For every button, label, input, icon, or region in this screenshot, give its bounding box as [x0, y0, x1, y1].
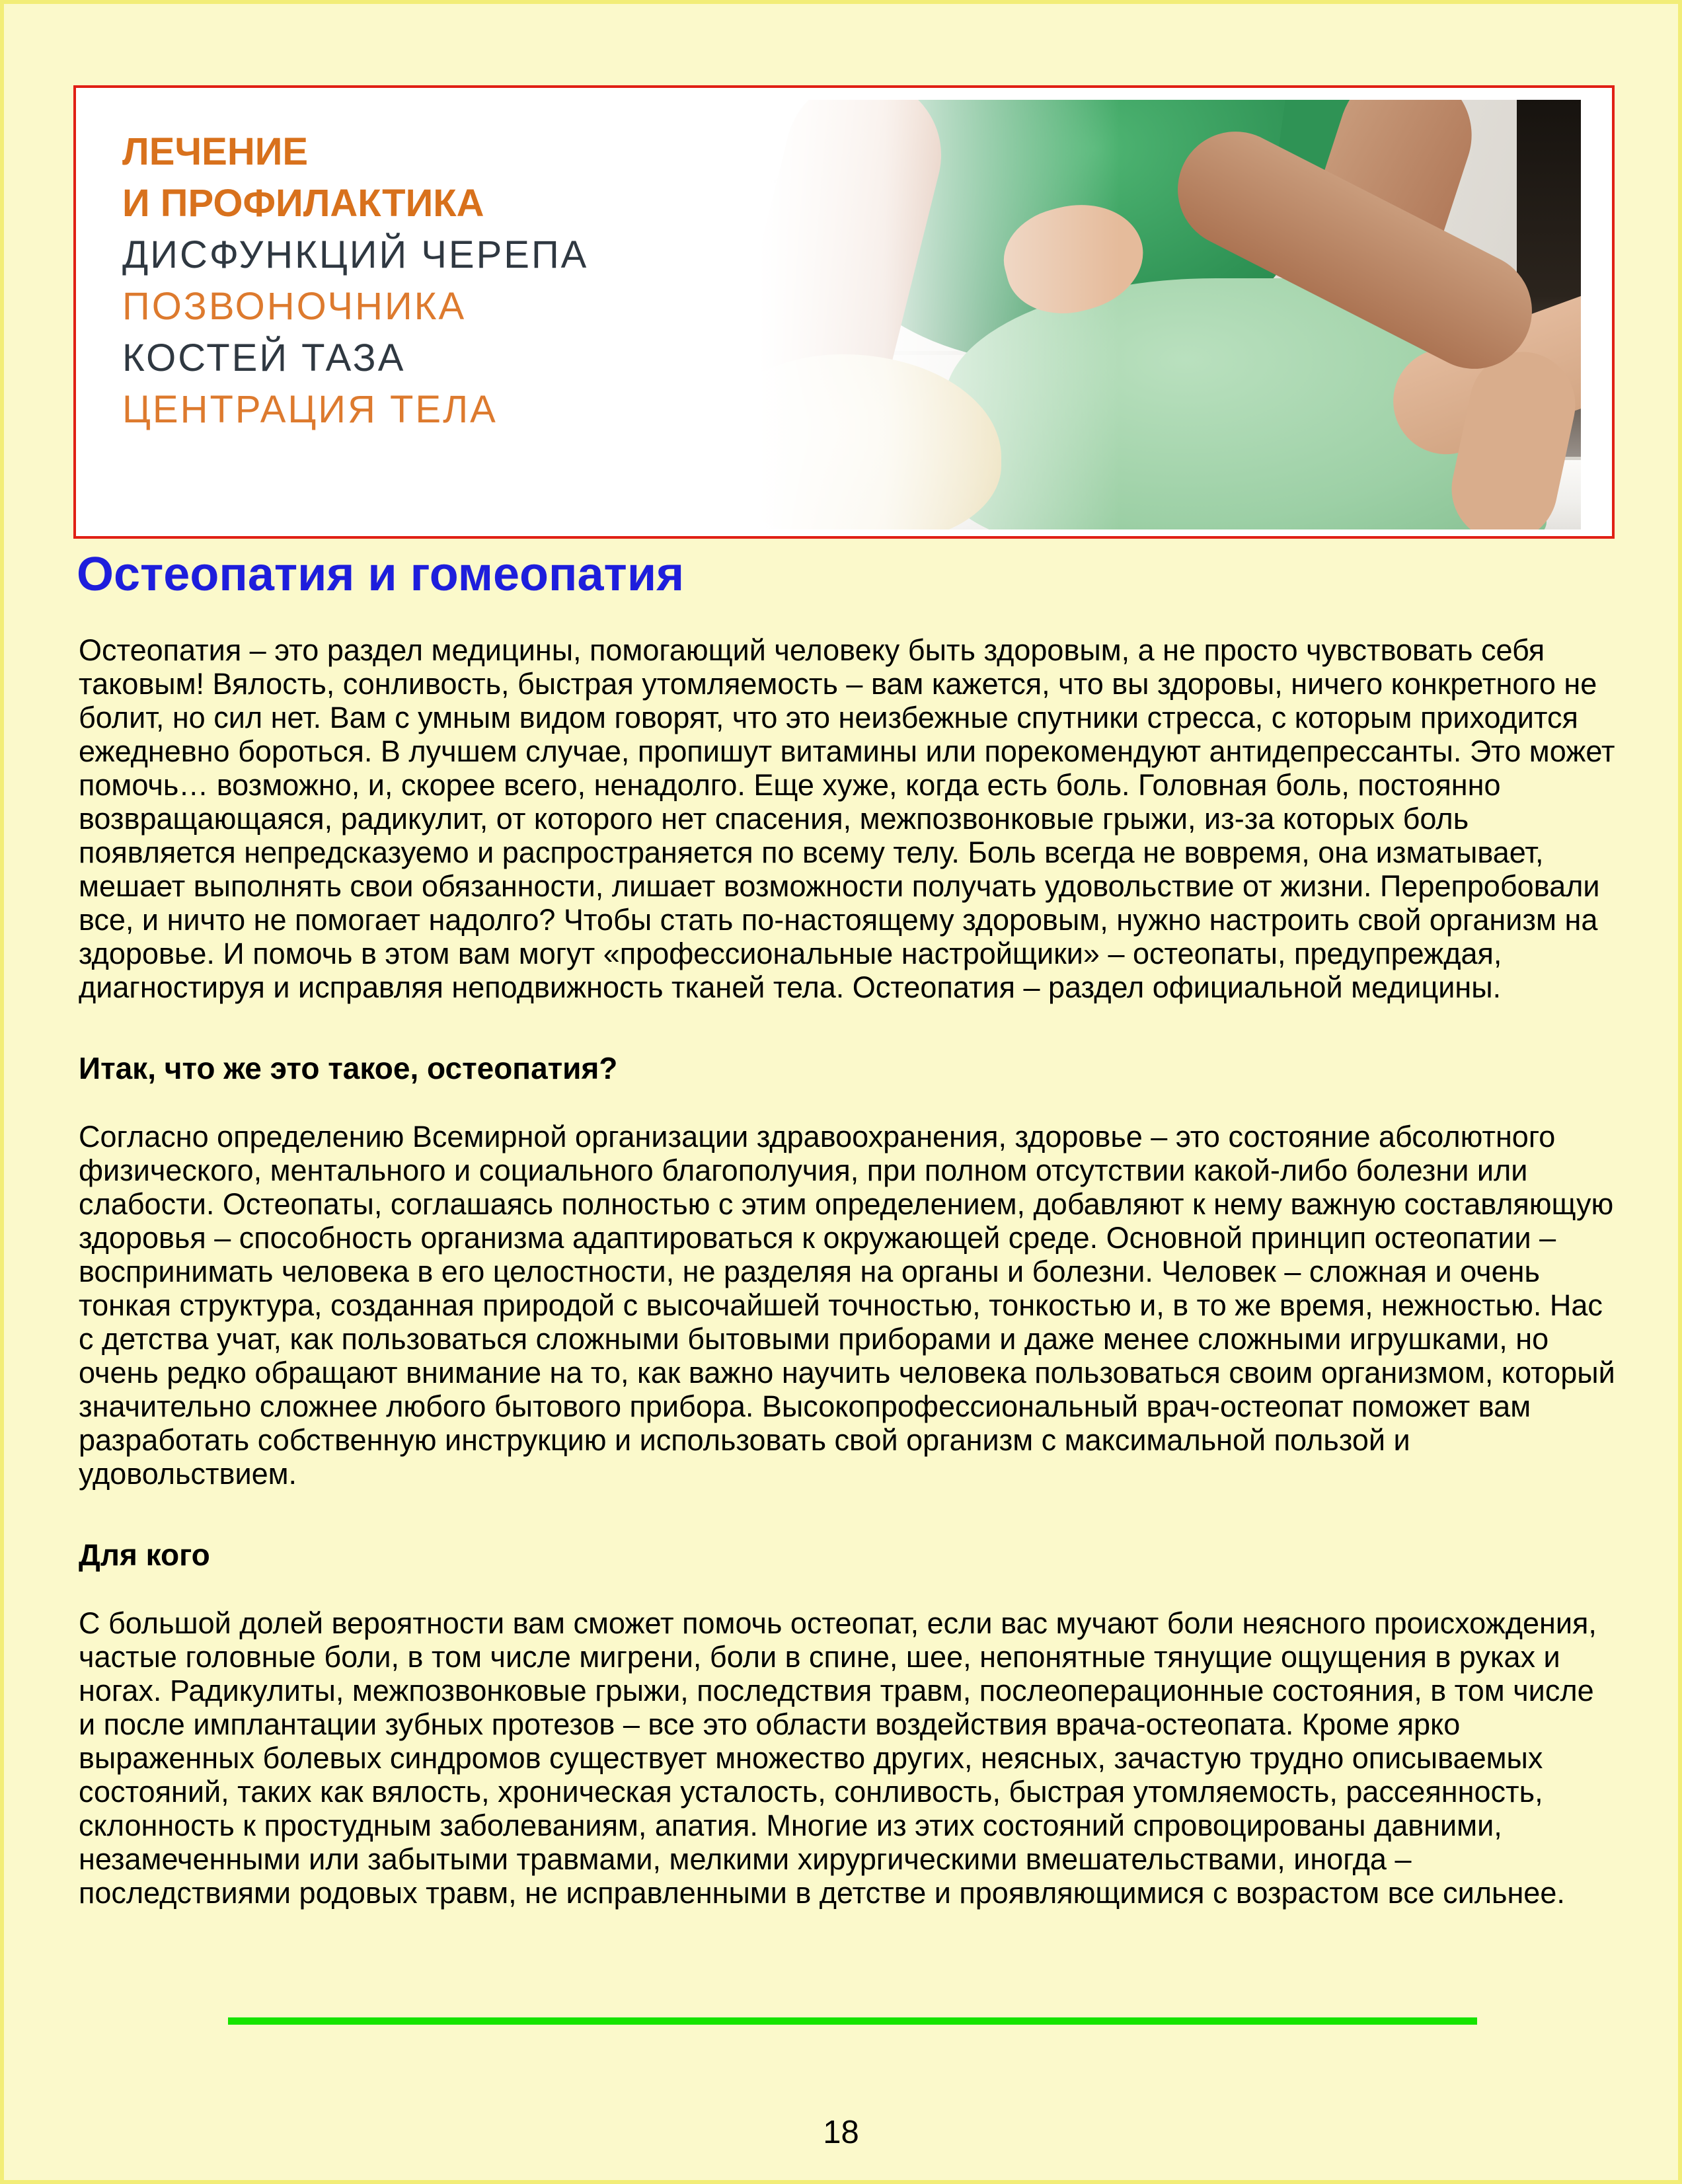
banner-line-treatment: ЛЕЧЕНИЕ — [122, 130, 309, 173]
section-heading-what-is-osteopathy: Итак, что же это такое, остеопатия? — [79, 1051, 618, 1085]
section-heading-for-whom: Для кого — [79, 1538, 210, 1572]
intro-paragraph: Остеопатия – это раздел медицины, помогающий человеку быть здоровым, а не просто чувствовать себя таковым! Вялость, сонливость, быстрая утомляемость – вам кажется, что вы здоровы, ничего конкретного не болит, но сил нет. Вам с умным видом говорят, что это неизбежные спутники стресса, с которым приходится ежедневно бороться. В лучшем случае, пропишут витамины или порекомендуют антидепрессанты. Это может помочь… возможно, и, скорее всего, ненадолго. Еще хуже, когда есть боль. Головная боль, постоянно возвращающаяся, радикулит, от которого нет спасения, межпозвонковые грыжи, из-за которых боль появляется непредсказуемо и распространяется по всему телу. Боль всегда не вовремя, она изматывает, мешает выполнять свои обязанности, лишает возможности получать удовольствие от жизни. Перепробовали все, и ничто не помогает надолго? Чтобы стать по-настоящему здоровым, нужно настроить свой организм на здоровье. И помочь в этом вам могут «профессиональные настройщики» – остеопаты, предупреждая, диагностируя и исправляя неподвижность тканей тела. Остеопатия – раздел официальной медицины. — [79, 633, 1615, 1004]
treatment-photo — [727, 100, 1581, 529]
banner-line-pelvic-bones: КОСТЕЙ ТАЗА — [122, 336, 406, 379]
what-is-osteopathy-paragraph: Согласно определению Всемирной организации здравоохранения, здоровье – это состояние абсолютного физического, ментального и социального благополучия, при полном отсутствии какой-либо болезни или слабости. Остеопаты, соглашаясь полностью с этим определением, добавляют к нему важную составляющую здоровья – способность организма адаптироваться к окружающей среде. Основной принцип остеопатии – воспринимать человека в его целостности, не разделяя на органы и болезни. Человек – сложная и очень тонкая структура, созданная природой с высочайшей точностью, тонкостью и, в то же время, нежностью. Нас с детства учат, как пользоваться сложными бытовыми приборами и даже менее сложными игрушками, но очень редко обращают внимание на то, как важно научить человека пользоваться своим организмом, который значительно сложнее любого бытового прибора. Высокопрофессиональный врач-остеопат поможет вам разработать собственную инструкцию и использовать свой организм с максимальной пользой и удовольствием. — [79, 1120, 1615, 1491]
banner-line-body-centering: ЦЕНТРАЦИЯ ТЕЛА — [122, 388, 498, 431]
banner-line-skull-dysfunctions: ДИСФУНКЦИЙ ЧЕРЕПА — [122, 233, 589, 276]
banner-text-block — [122, 126, 588, 436]
green-divider — [228, 2017, 1477, 2025]
page-number: 18 — [823, 2115, 859, 2150]
photo-left-fade — [727, 100, 1120, 529]
for-whom-paragraph: С большой долей вероятности вам сможет помочь остеопат, если вас мучают боли неясного происхождения, частые головные боли, в том числе мигрени, боли в спине, шее, непонятные тянущие ощущения в руках и ногах. Радикулиты, межпозвонковые грыжи, последствия травм, послеоперационные состояния, в том числе и после имплантации зубных протезов – все это области воздействия врача-остеопата. Кроме ярко выраженных болевых синдромов существует множество других, неясных, зачастую трудно описываемых состояний, таких как вялость, хроническая усталость, сонливость, быстрая утомляемость, рассеянность, склонность к простудным заболеваниям, апатия. Многие из этих состояний спровоцированы давними, незамеченными или забытыми травмами, мелкими хирургическими вмешательствами, иногда – последствиями родовых травм, не исправленными в детстве и проявляющимися с возрастом все сильнее. — [79, 1606, 1597, 1910]
header-banner — [73, 85, 1615, 539]
article-body — [79, 633, 1615, 1910]
banner-line-prevention: И ПРОФИЛАКТИКА — [122, 182, 484, 225]
banner-line-spine: ПОЗВОНОЧНИКА — [122, 285, 467, 328]
article-title: Остеопатия и гомеопатия — [77, 548, 685, 601]
